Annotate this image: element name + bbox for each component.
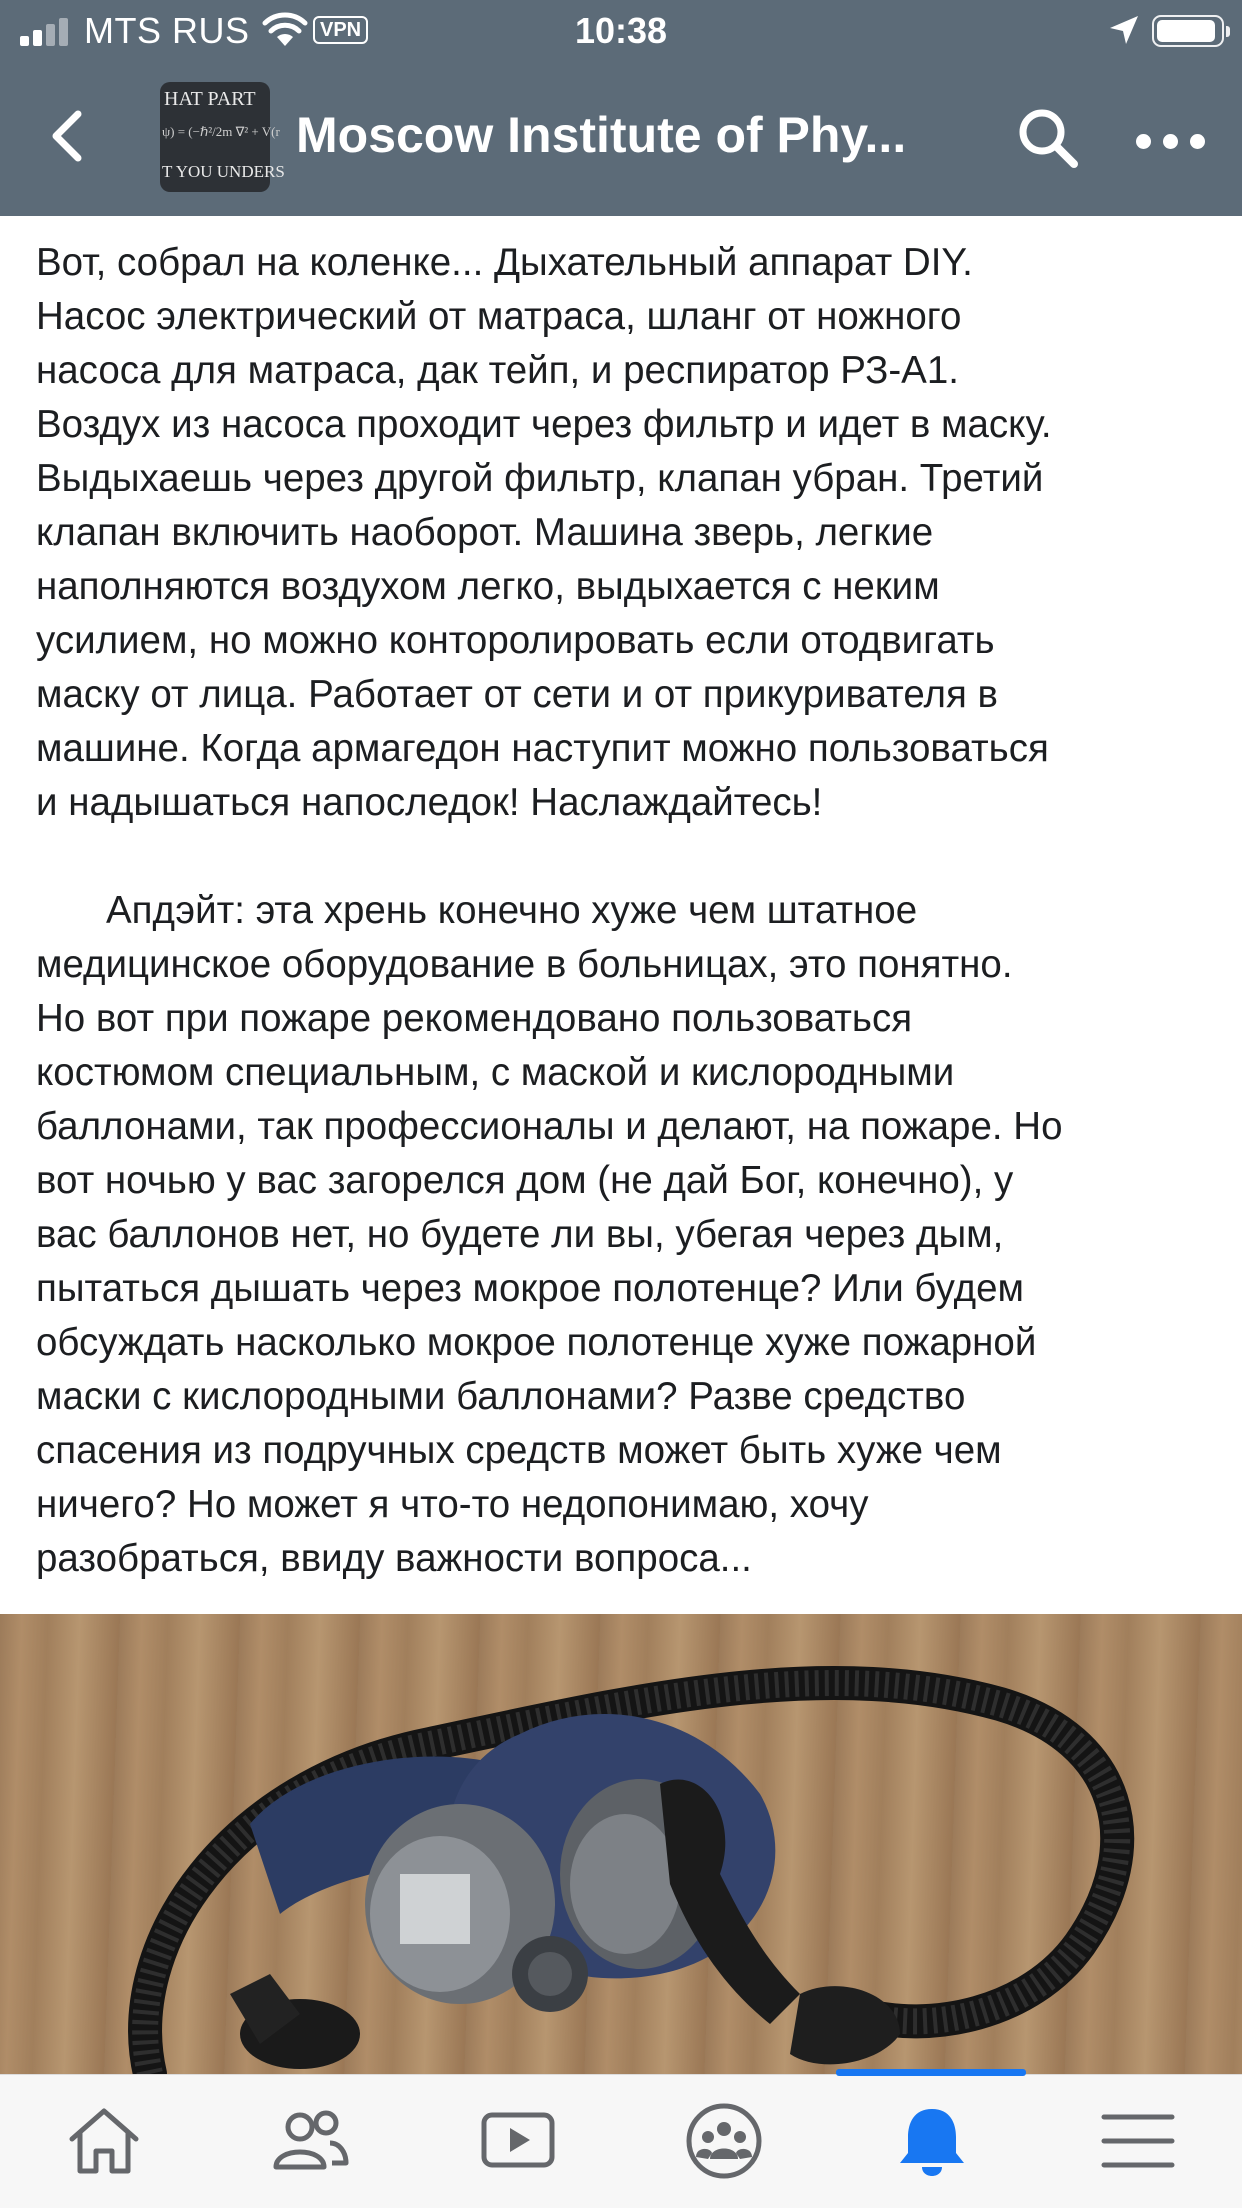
respirator-photo-graphic: [0, 1614, 1242, 2074]
avatar-text-middle: ψ) = (−ℏ²/2m ∇² + V(r: [162, 124, 280, 139]
post-line: и надышаться напоследок! Наслаждайтесь!: [36, 781, 823, 824]
post-line: Апдэйт: эта хрень конечно хуже чем штатное: [106, 889, 918, 932]
post-line: Насос электрический от матраса, шланг от ножного: [36, 295, 962, 338]
post-line: спасения из подручных средств может быть хуже чем: [36, 1429, 1002, 1472]
group-header: [0, 62, 1242, 216]
post-line: усилием, но можно конторолировать если отодвигать: [36, 619, 995, 662]
location-arrow-icon: [1108, 14, 1140, 46]
post-line: разобраться, ввиду важности вопроса...: [36, 1537, 752, 1580]
post-line: Воздух из насоса проходит через фильтр и идет в маску.: [36, 403, 1052, 446]
status-bar: [0, 0, 1242, 62]
post-photo[interactable]: [0, 1614, 1242, 2074]
post-line: Вот, собрал на коленке... Дыхательный аппарат DIY.: [36, 241, 973, 284]
menu-icon[interactable]: [1098, 2101, 1178, 2181]
post-line: вот ночью у вас загорелся дом (не дай Бог, конечно), у: [36, 1159, 1014, 1202]
more-options-icon[interactable]: [1136, 134, 1206, 150]
notifications-icon[interactable]: [892, 2101, 972, 2181]
post-line: машине. Когда армагедон наступит можно пользоваться: [36, 727, 1049, 770]
post-line: клапан включить наоборот. Машина зверь, легкие: [36, 511, 934, 554]
avatar-text-bottom: T YOU UNDERS: [162, 162, 285, 181]
status-time: 10:38: [574, 10, 668, 51]
carrier-name: MTS RUS: [84, 10, 250, 51]
avatar-text-top: HAT PART: [164, 88, 256, 110]
post-line: наполняются воздухом легко, выдыхается с неким: [36, 565, 940, 608]
friends-icon[interactable]: [270, 2101, 350, 2181]
post-line: Выдыхаешь через другой фильтр, клапан убран. Третий: [36, 457, 1044, 500]
active-tab-indicator: [836, 2069, 1026, 2076]
post-line: маску от лица. Работает от сети и от прикуривателя в: [36, 673, 998, 716]
post-text: [36, 236, 1216, 1586]
back-chevron-icon[interactable]: [40, 106, 100, 166]
post-paragraph-gap: [36, 830, 1216, 884]
group-avatar[interactable]: [160, 82, 285, 192]
post-line: маски с кислородными баллонами? Разве средство: [36, 1375, 966, 1418]
post-line: баллонами, так профессионалы и делают, на пожаре. Но: [36, 1105, 1063, 1148]
home-icon[interactable]: [64, 2101, 144, 2181]
post-line: Но вот при пожаре рекомендовано пользоваться: [36, 997, 913, 1040]
post-line: насоса для матраса, дак тейп, и респиратор РЗ-А1.: [36, 349, 959, 392]
post-line: ничего? Но может я что-то недопонимаю, хочу: [36, 1483, 869, 1526]
post-line: пытаться дышать через мокрое полотенце? Или будем: [36, 1267, 1024, 1310]
battery-icon: [1152, 15, 1224, 47]
groups-icon[interactable]: [684, 2101, 764, 2181]
bottom-tab-bar: [0, 2074, 1242, 2208]
vpn-badge: VPN: [313, 16, 368, 44]
watch-icon[interactable]: [478, 2101, 558, 2181]
post-line: вас баллонов нет, но будете ли вы, убегая через дым,: [36, 1213, 1004, 1256]
group-title[interactable]: Moscow Institute of Phy...: [296, 107, 907, 163]
post-line: обсуждать насколько мокрое полотенце хуже пожарной: [36, 1321, 1037, 1364]
top-bar: [0, 0, 1242, 216]
post-line: медицинское оборудование в больницах, это понятно.: [36, 943, 1013, 986]
post-line: костюмом специальным, с маской и кислородными: [36, 1051, 955, 1094]
search-icon[interactable]: [1016, 106, 1080, 170]
